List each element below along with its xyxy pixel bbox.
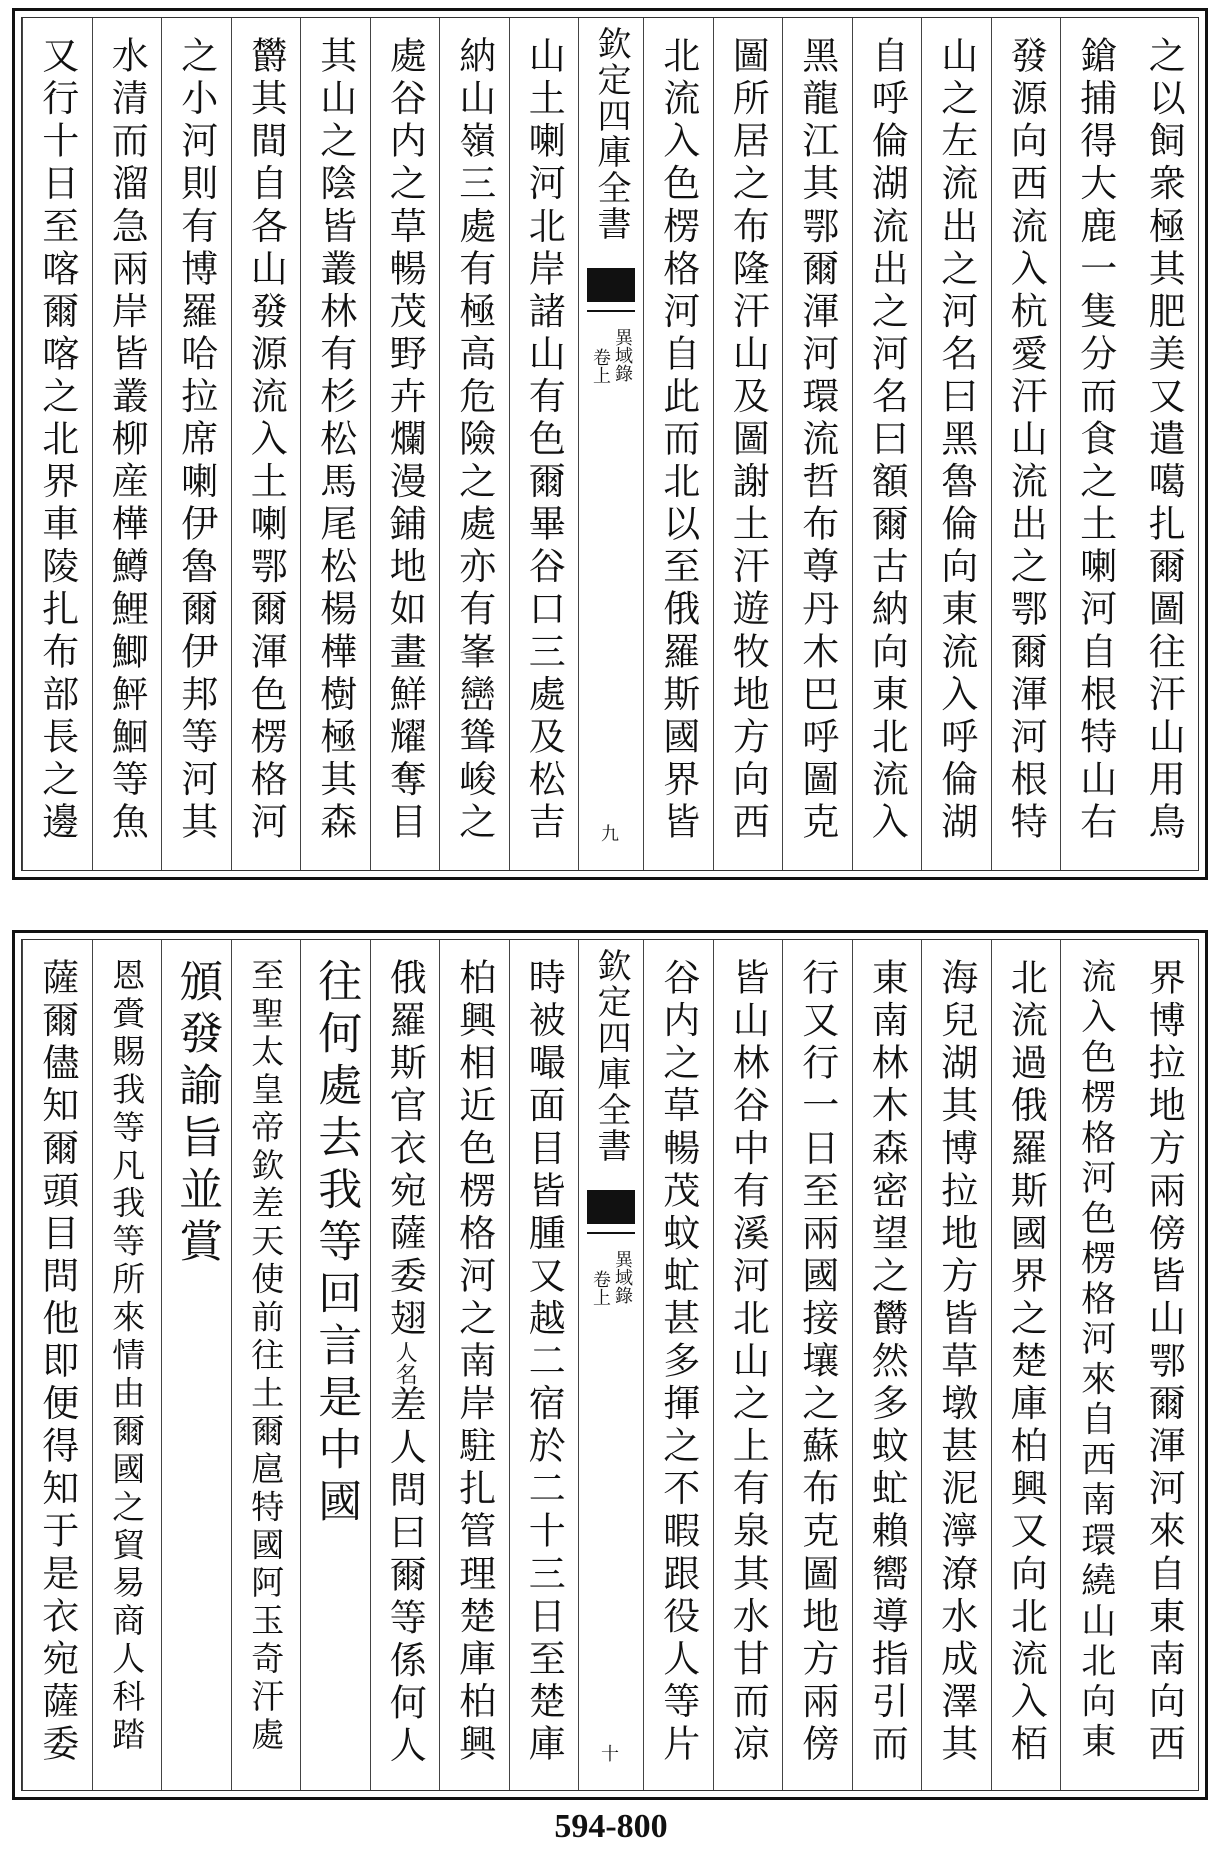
text-column [713, 18, 783, 870]
text-column [782, 940, 852, 1790]
fish-tail-line [587, 310, 635, 312]
column-text: 海兒湖其博拉地方皆草墩甚泥濘潦水成澤其 [934, 958, 978, 1767]
text-column [1060, 940, 1130, 1790]
text-column [300, 18, 370, 870]
bottom-page [12, 930, 1208, 1800]
text-column [643, 18, 713, 870]
page-number: 594-800 [554, 1808, 668, 1845]
text-column [231, 940, 301, 1790]
column-text: 恩賫賜我等凡我等所來情由爾國之貿易商人科踏 [107, 958, 147, 1755]
column-text: 其山之陰皆叢林有杉松馬尾松楊樺樹極其森 [313, 36, 357, 845]
book-series-title: 欽定四庫全書 [591, 26, 631, 242]
interlinear-note: 人名 [392, 1340, 418, 1385]
column-text: 發源向西流入杭愛汗山流出之鄂爾渾河根特 [1004, 36, 1048, 845]
text-column [439, 940, 509, 1790]
book-series-title: 欽定四庫全書 [591, 948, 631, 1164]
top-page [12, 8, 1208, 880]
text-column [921, 940, 991, 1790]
text-column [991, 18, 1061, 870]
text-column [92, 940, 162, 1790]
column-text: 處谷内之草暢茂野卉爛漫鋪地如畫鮮耀奪目 [383, 36, 427, 845]
text-column [1130, 940, 1199, 1790]
center-margin [578, 18, 643, 870]
book-title: 異域錄 [612, 1250, 633, 1304]
column-text: 自呼倫湖流出之河名曰額爾古納向東北流入 [865, 36, 909, 845]
fish-tail-line [587, 1232, 635, 1234]
bottom-page-columns [21, 939, 1199, 1791]
column-text [383, 958, 427, 1768]
column-text: 鎗捕得大鹿一隻分而食之土喇河自根特山右 [1073, 36, 1117, 845]
column-text: 山土喇河北岸諸山有色爾畢谷口三處及松吉 [522, 36, 566, 845]
column-text: 又行十日至喀爾喀之北界車陵扎布部長之邊 [35, 36, 79, 845]
column-text: 北流過俄羅斯國界之楚庫柏興又向北流入栢 [1004, 958, 1048, 1767]
column-text: 皆山林谷中有溪河北山之上有泉其水甘而凉 [726, 958, 770, 1767]
text-column [1130, 18, 1199, 870]
column-text-part: 俄羅斯官衣宛薩委翅 [383, 958, 427, 1341]
column-text-part: 差人問曰爾等係何人 [383, 1384, 427, 1768]
text-column [1060, 18, 1130, 870]
text-column [991, 940, 1061, 1790]
text-column [22, 940, 92, 1790]
volume-label: 卷上 [590, 348, 611, 384]
column-text: 柏興相近色楞格河之南岸駐扎管理楚庫柏興 [452, 958, 496, 1767]
column-text: 行又行一日至兩國接壤之蘇布克圖地方兩傍 [795, 958, 839, 1767]
column-text: 谷内之草暢茂蚊虻甚多揮之不暇跟役人等片 [656, 958, 700, 1767]
fish-tail-mark [587, 268, 635, 302]
column-text: 薩爾儘知爾頭目問他即便得知于是衣宛薩委 [35, 958, 79, 1767]
column-text: 至聖太皇帝欽差天使前往土爾扈特國阿玉奇汗處 [246, 958, 286, 1755]
column-text: 納山嶺三處有極高危險之處亦有峯巒聳峻之 [452, 36, 496, 845]
center-margin [578, 940, 643, 1790]
column-text: 東南林木森密望之欝然多蚊虻賴嚮導指引而 [865, 958, 909, 1767]
text-column [509, 940, 579, 1790]
column-text: 時被嘬面目皆腫又越二宿於二十三日至楚庫 [522, 958, 566, 1767]
fish-tail-mark [587, 1190, 635, 1224]
column-text: 流入色楞格河色楞格河來自西南環繞山北向東 [1075, 958, 1116, 1763]
text-column [300, 940, 370, 1790]
text-column [921, 18, 991, 870]
text-column [852, 18, 922, 870]
text-column [439, 18, 509, 870]
text-column [370, 940, 440, 1790]
leaf-number: 九 [601, 824, 619, 845]
column-text: 頒發諭旨並賞 [171, 958, 223, 1270]
column-text: 之以飼衆極其肥美又遣噶扎爾圖往汗山用鳥 [1142, 36, 1186, 845]
column-text: 之小河則有博羅哈拉席喇伊魯爾伊邦等河其 [174, 36, 218, 845]
column-text: 欝其間自各山發源流入土喇鄂爾渾色楞格河 [244, 36, 288, 845]
text-column [92, 18, 162, 870]
text-column [161, 18, 231, 870]
text-column [161, 940, 231, 1790]
text-column [782, 18, 852, 870]
text-column [370, 18, 440, 870]
text-column [22, 18, 92, 870]
column-text: 界博拉地方兩傍皆山鄂爾渾河來自東南向西 [1142, 958, 1186, 1767]
text-column [713, 940, 783, 1790]
text-column [852, 940, 922, 1790]
column-text: 圖所居之布隆汗山及圖謝土汗遊牧地方向西 [726, 36, 770, 845]
top-page-columns [21, 17, 1199, 871]
column-text: 北流入色楞格河自此而北以至俄羅斯國界皆 [656, 36, 700, 845]
text-column [643, 940, 713, 1790]
book-title: 異域錄 [612, 328, 633, 382]
column-text: 山之左流出之河名曰黑魯倫向東流入呼倫湖 [934, 36, 978, 845]
text-column [509, 18, 579, 870]
column-text: 往何處去我等回言是中國 [310, 958, 362, 1530]
column-text: 水清而溜急兩岸皆叢柳産樺鱒鯉鯽鮃鮰等魚 [105, 36, 149, 845]
leaf-number: 十 [601, 1744, 619, 1765]
volume-label: 卷上 [590, 1270, 611, 1306]
text-column [231, 18, 301, 870]
column-text: 黑龍江其鄂爾渾河環流哲布尊丹木巴呼圖克 [795, 36, 839, 845]
